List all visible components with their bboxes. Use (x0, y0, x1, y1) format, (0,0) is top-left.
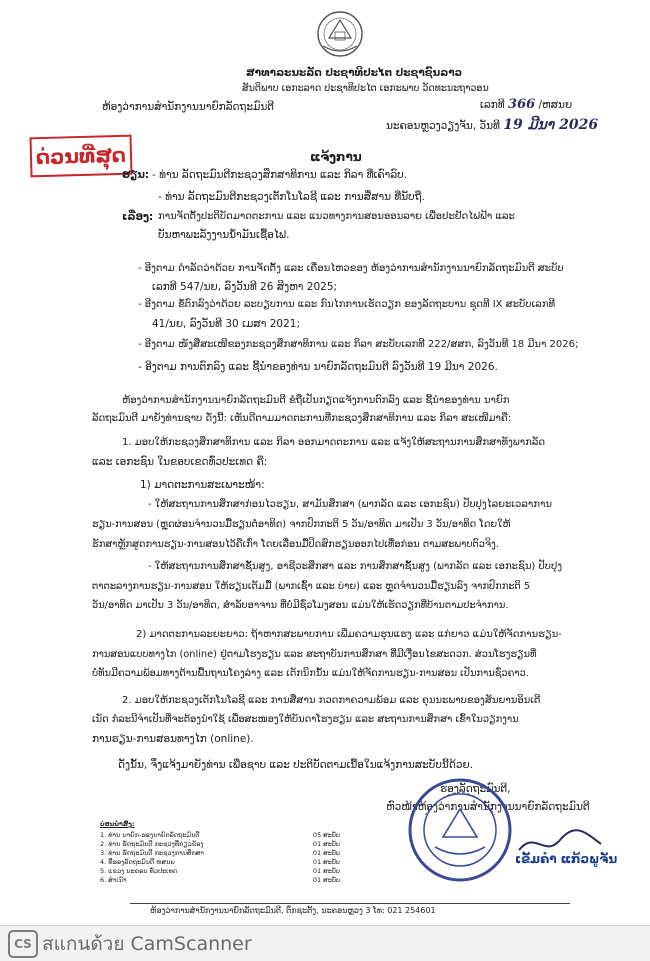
list-item: 5. ແຂວງ ນະຄອນ ທົ່ວປະເທດ 01 ສະບັບ (100, 867, 340, 875)
list-item: 4. ທີ່ຮອງລັດຖະມົນຕີ ຫສນຍ 01 ສະບັບ (100, 858, 340, 866)
reference-line: - ອີງຕາມ ດໍາລັດວ່າດ້ວຍ ການຈັດຕັ້ງ ແລະ ເຄື່ອນໄຫວຂອງ ຫ້ອງວ່າການສໍານັກງານນາຍົກລັດຖະມົນຕີ ສະບັບ (138, 263, 564, 274)
urgent-stamp: ດ່ວນທີ່ສຸດ (29, 135, 132, 178)
sub-1-a-line: ຮຽນ-ການສອນ (ຫຼຸດຜ່ອນຈໍານວນມື້ຮຽນຕໍ່ອາທິດ) ຈາກປົກກະຕິ 5 ວັນ/ອາທິດ ມາເປັນ 3 ວັນ/ອາທິດ ໂດຍໃຫ້ (92, 519, 511, 530)
recipient-2: - ທ່ານ ລັດຖະມົນຕີກະຊວງເຕັກໂນໂລຊີ ແລະ ການສື່ສານ ທີ່ນັບຖື. (158, 191, 425, 203)
sub-1-a-line: - ໃຫ້ສະຖານການສຶກສາກ່ອນໄວຮຽນ, ສາມັນສຶກສາ (ພາກລັດ ແລະ ເອກະຊົນ) ປັບປຸງໄລຍະເວລາການ (148, 499, 552, 510)
signer-title-2: ຫົວໜ້າຫ້ອງວ່າການສໍານັກງານນາຍົກລັດຖະມົນຕີ (386, 801, 590, 813)
doc-number (480, 98, 572, 112)
to-label: ຮຽນ: (122, 169, 150, 181)
signer-name: ເຂັ້ມຄໍາ ແກ້ວພູຈັນ (515, 852, 618, 866)
sub-1-b-line: ວັນ/ອາທິດ ມາເປັນ 3 ວັນ/ອາທິດ, ສໍາລັບອາຈານ ທີ່ບໍ່ມີຊົ່ວໂມງສອນ ແມ່ນໃຫ້ເຮັດວຽກທີ່ບ້ານຕາມປະຈໍາການ. (92, 600, 509, 611)
subject-line-2: ບັນຫາພະລັງງານນໍ້າມັນເຊື້ອໄຟ. (158, 229, 290, 241)
sub-1-b-line: - ໃຫ້ສະຖານການສຶກສາຊັ້ນສູງ, ອາຊີວະສຶກສາ ແລະ ການສຶກສາຊັ້ນສູງ (ພາກລັດ ແລະ ເອກະຊົນ) ປັບປຸງ (148, 561, 563, 572)
doc-number-label: ເລກທີ (480, 99, 505, 111)
document-page (10, 0, 640, 925)
national-motto: ສັນຕິພາບ ເອກະລາດ ປະຊາທິປະໄຕ ເອກະພາບ ວັດທະນະຖາວອນ (242, 83, 489, 94)
reference-line: - ອີງຕາມ ຂໍ້ຕົກລົງວ່າດ້ວຍ ລະບຽບການ ແລະ ກົນໄກການເຮັດວຽກ ຂອງລັດຖະບານ ຊຸດທີ IX ສະບັບເລກທີ (138, 299, 556, 310)
reference-line: - ອີງຕາມ ການຕົກລົງ ແລະ ຊີ້ນໍາຂອງທ່ານ ນາຍົກລັດຖະມົນຕີ ລົງວັນທີ 19 ມີນາ 2026. (138, 361, 498, 373)
list-item: 1. ທ່ານ ນາຍົກ-ຮອງນາຍົກລັດຖະມົນຕີ 05 ສະບັບ (100, 831, 340, 839)
closing-line: ດັ່ງນັ້ນ, ຈຶ່ງແຈ້ງມາຍັງທ່ານ ເພື່ອຊາບ ແລະ ປະຕິບັດຕາມເນື້ອໃນແຈ້ງການສະບັບນີ້ດ້ວຍ. (118, 759, 474, 771)
list-item: 3. ທ່ານ ຮັດຖະມົນຕີ ກະຊວງການສຶກສາ 01 ສະບັບ (100, 849, 340, 857)
footer-address: ຫ້ອງວ່າການສໍານັກງານນາຍົກລັດຖະມົນຕີ, ຕຶກຊະຕັ້ງ, ນະຄອນຫຼວງ 3 ໂທ: 021 254601 (150, 906, 436, 915)
reference-line: ເລກທີ 547/ນຍ, ລົງວັນທີ 26 ສິງຫາ 2025; (152, 281, 338, 293)
scanner-watermark-text: สแกนด้วย CamScanner (42, 933, 252, 955)
doc-date-prefix: ນະຄອນຫຼວງວຽງຈັນ, ວັນທີ (386, 120, 500, 132)
item-2-line: ເນັດ ກໍລະນີຈໍາເປັນທີ່ຈະຕ້ອງນໍາໃຊ້ ເພື່ອສະໜອງໃຫ້ບັນດາໂຮງຮຽນ ແລະ ສະຖານການສຶກສາ ເຂົ້າໃນວຽກງານ (92, 714, 519, 725)
item-2-line: ການຮຽນ-ການສອນທາງໄກ (online). (92, 733, 254, 745)
lao-emblem-icon (315, 8, 365, 60)
official-seal-icon (405, 775, 515, 885)
item-2-line: 2. ມອບໃຫ້ກະຊວງເຕັກໂນໂລຊີ ແລະ ການສື່ສານ ກວດກາຄວາມພ້ອມ ແລະ ຄຸນນະພາບຂອງສັນຍານອິນເຕີ (122, 695, 541, 706)
doc-date (386, 118, 598, 133)
recipient-1: - ທ່ານ ລັດຖະມົນຕີກະຊວງສຶກສາທິການ ແລະ ກິລາ ທີ່ເຄົາລົບ. (152, 169, 408, 181)
reference-line: - ອີງຕາມ ໜັງສືສະເໜີຂອງກະຊວງສຶກສາທິການ ແລະ ກິລາ ສະບັບເລກທີ 222/ສສກ, ລົງວັນທີ 18 ມີນາ 2026; (138, 339, 579, 350)
item-1-line-2: ແລະ ເອກະຊົນ ໃນຂອບເຂດທົ່ວປະເທດ ຄື: (92, 456, 268, 468)
doc-date-value: 19 ມີນາ 2026 (503, 117, 599, 133)
sub-2-line: 2) ມາດຕະການລະຍະຍາວ: ຖ້າຫາກສະພາບການ ເພີ່ມຄວາມຮຸນແຮງ ແລະ ແກ່ຍາວ ແມ່ນໃຫ້ຈັດການຮຽນ- (136, 629, 562, 640)
signer-title-1: ຮອງລັດຖະມົນຕີ, (440, 783, 511, 795)
footer-divider (130, 903, 570, 904)
body-intro-line-2: ລັດຖະມົນຕີ ມາຍັງທ່ານຊາບ ດັ່ງນີ້: ເຫັນດີຕາມມາດຕະການທີ່ກະຊວງສຶກສາທິການ ແລະ ກິລາ ສະເໜີມາຄື: (92, 413, 512, 424)
list-item: 6. ສໍາເນົາ 01 ສະບັບ (100, 876, 340, 884)
body-intro-line-1: ຫ້ອງວ່າການສໍານັກງານນາຍົກລັດຖະມົນຕີ ຂໍຖືເປັນກຽດແຈ້ງການຕົກລົງ ແລະ ຊີ້ນໍາຂອງທ່ານ ນາຍົກ (122, 395, 510, 406)
item-1-line-1: 1. ມອບໃຫ້ກະຊວງສຶກສາທິການ ແລະ ກິລາ ອອກມາດຕະການ ແລະ ແຈ້ງໃຫ້ສະຖານການສຶກສາທັງພາກລັດ (122, 437, 546, 448)
reference-line: 41/ນຍ, ລົງວັນທີ 30 ເມສາ 2021; (152, 318, 301, 330)
distribution-title: ບ່ອນນໍາສົ່ງ: (100, 820, 135, 828)
subject-line-1: ການຈັດຕັ້ງປະຕິບັດມາດຕະການ ແລະ ແນວທາງການສອນອອນລາຍ ເພື່ອປະຢັດໄຟຟ້າ ແລະ (158, 211, 515, 222)
doc-number-suffix: /ຫສນຍ (538, 99, 573, 111)
doc-number-value: 366 (508, 97, 536, 112)
list-item: 2. ທ່ານ ຮັດຖະມົນຕີ ກະຊວງທີ່ກ່ຽວຂ້ອງ 01 ສະບັບ (100, 840, 340, 848)
sub-1-b-line: ຕາຕະລາງການຮຽນ-ການສອນ ໃຫ້ຮຽນເຕັມມື້ (ພາກເຊົ້າ ແລະ ບ່າຍ) ແລະ ຫຼຸດຈໍານວນມື້ຮຽນລົງ ຈາກປົກກະຕິ 5 (92, 581, 531, 592)
camscanner-logo-icon: CS (8, 930, 38, 958)
doc-title: ແຈ້ງການ (310, 150, 362, 164)
subject-label: ເລື່ອງ: (122, 211, 154, 223)
sub-2-line: ບໍ່ທັນມີຄວາມພ້ອມທາງດ້ານພື້ນຖານໂຄງລ່າງ ແລະ ເຕັກນິກນັ້ນ ແມ່ນໃຫ້ຈັດການຮຽນ-ການສອນ ເປັນການຊົ່ວຄາວ. (92, 668, 529, 679)
issuing-office: ຫ້ອງວ່າການສໍານັກງານນາຍົກລັດຖະມົນຕີ (102, 101, 274, 113)
sub-1-a-line: ຮັກສາຫຼັກສູດການຮຽນ-ການສອນໄວ້ຄືເກົ່າ ໂດຍເລື່ອນມື້ປິດສົກຮຽນອອກໄປເທື່ອກ່ອນ ຕາມສະພາບຕົວຈິງ. (92, 539, 499, 550)
country-name: ສາທາລະນະລັດ ປະຊາທິປະໄຕ ປະຊາຊົນລາວ (246, 67, 463, 79)
sub-2-line: ການສອນແບບທາງໄກ (online) ຢູ່ຕາມໂຮງຮຽນ ແລະ ສະຖາບັນການສຶກສາ ທີ່ມີເງື່ອນໄຂສະດວກ. ສ່ວນໂຮງຮຽນທີ່ (92, 649, 537, 660)
sub-1-title: 1) ມາດຕະການສະເພາະໜ້າ: (140, 479, 265, 491)
distribution-list (100, 820, 340, 885)
